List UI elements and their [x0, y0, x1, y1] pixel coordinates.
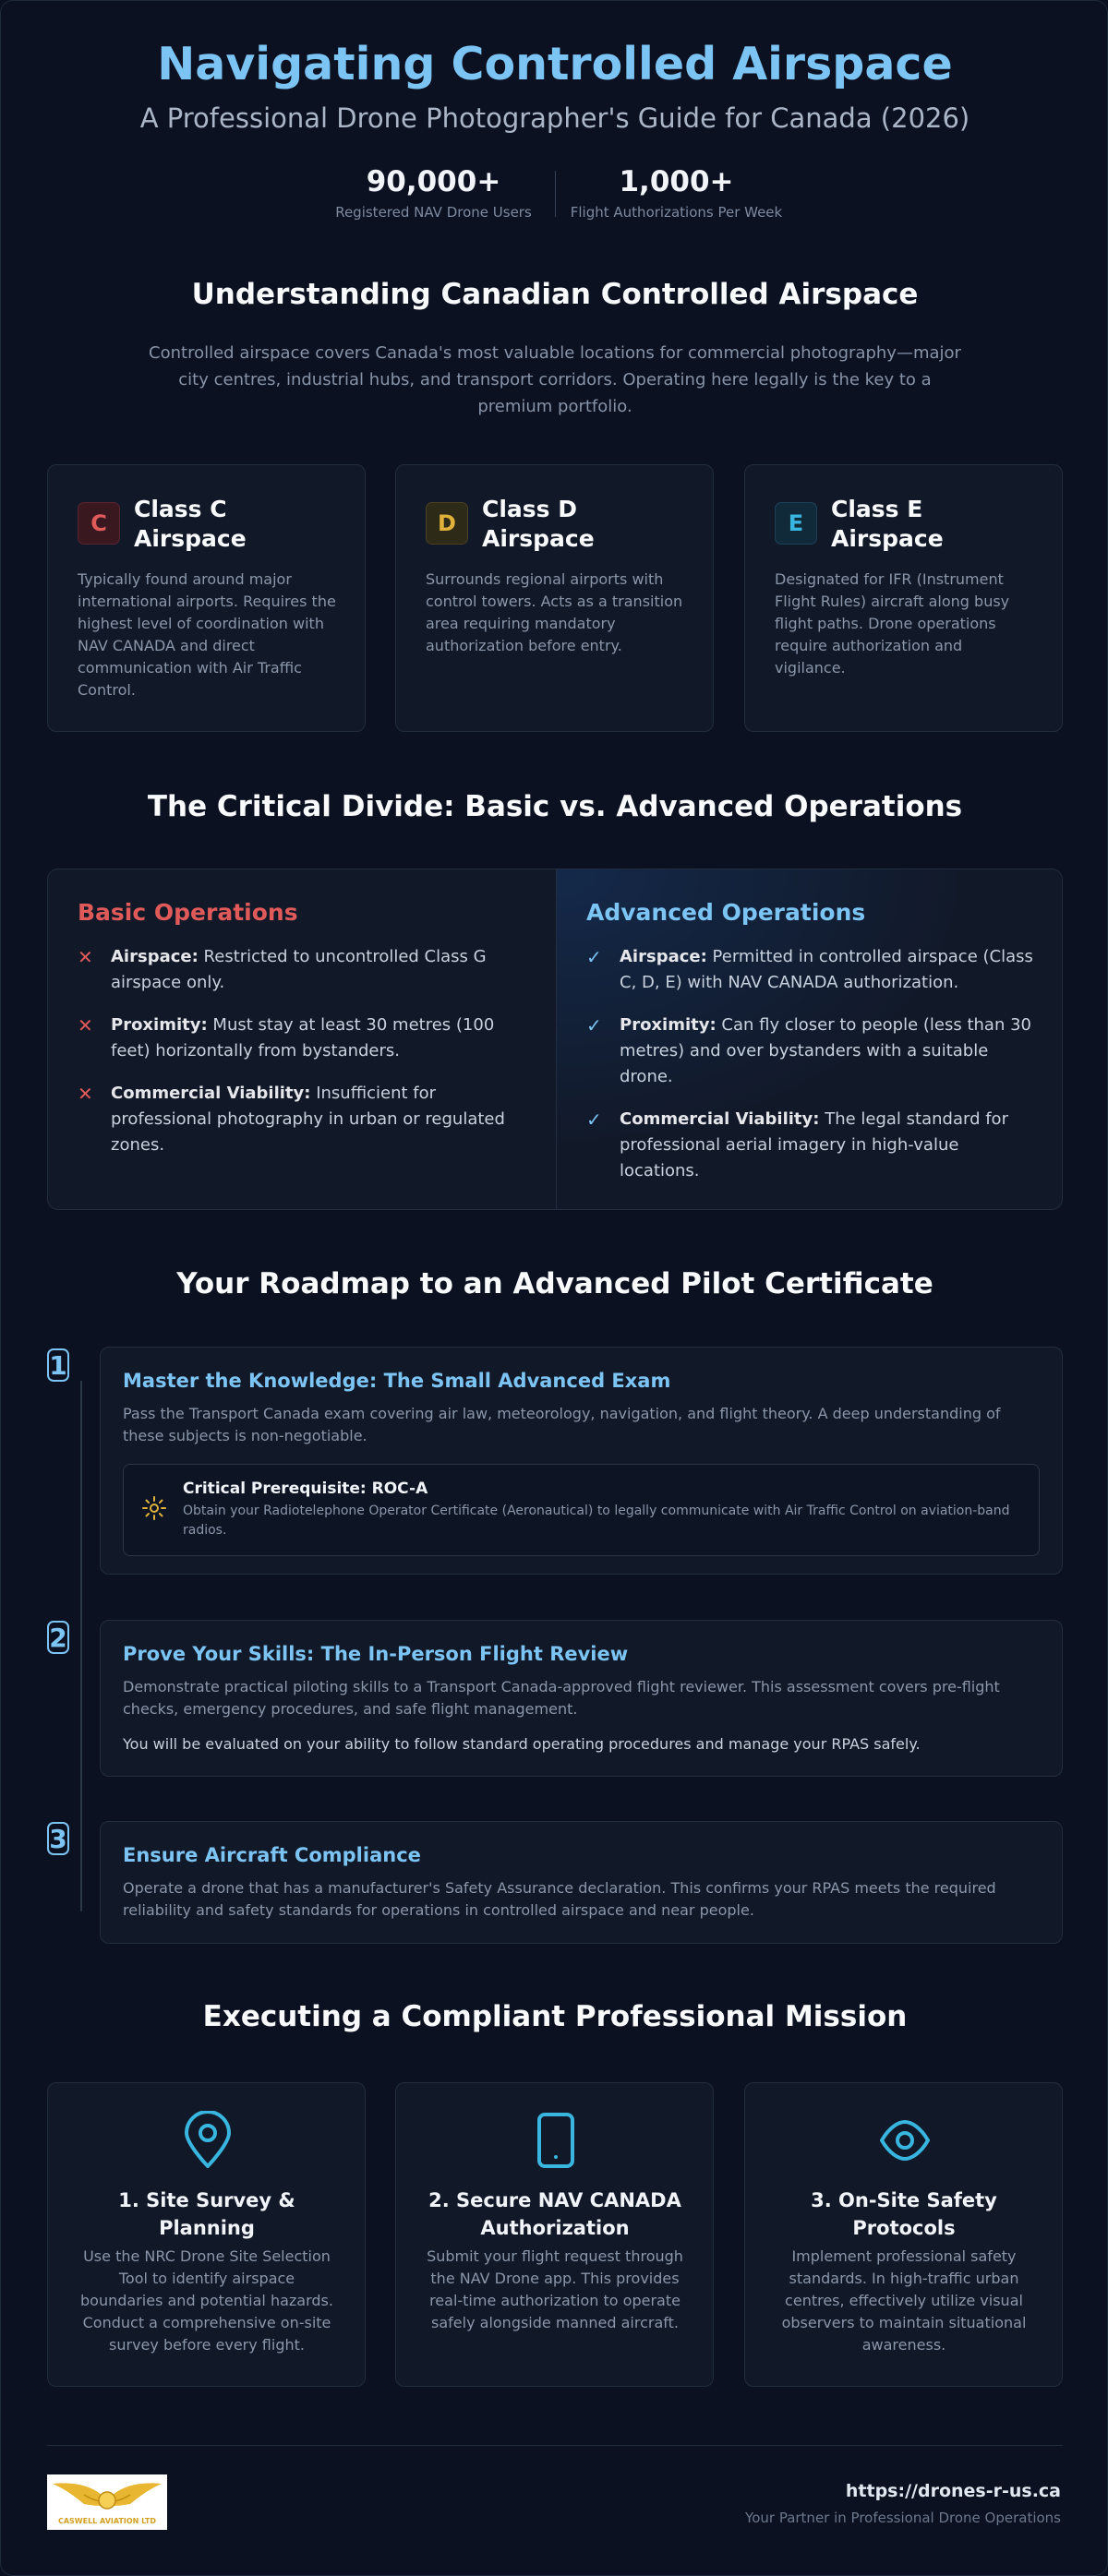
advanced-operations-title: Advanced Operations: [586, 899, 866, 926]
class-c-title: Class C Airspace: [134, 496, 247, 552]
cross-icon: ✕: [78, 1014, 93, 1036]
class-d-text: Surrounds regional airports with control towers. Acts as a transition area requiring mandatory authorization before entry.: [426, 570, 683, 654]
step-title: Ensure Aircraft Compliance: [123, 1844, 421, 1866]
step-card-flight-review: [100, 1620, 1063, 1777]
company-logo: [47, 2474, 167, 2530]
cross-icon: ✕: [78, 1083, 93, 1105]
mission-title: 3. On-Site Safety Protocols: [811, 2189, 997, 2239]
step-extra-text: You will be evaluated on your ability to follow standard operating procedures and manage your RPAS safely.: [123, 1735, 921, 1753]
class-d-badge: D: [426, 502, 468, 545]
advanced-item: [586, 944, 1034, 996]
step-number: 1: [47, 1348, 69, 1382]
mission-text: Submit your flight request through the NAV Drone app. This provides real-time authorization to operate safely alongside manned aircraft.: [427, 2247, 683, 2331]
check-icon: ✓: [586, 1014, 602, 1036]
basic-item-text: Must stay at least 30 metres (100 feet) horizontally from bystanders.: [111, 1015, 495, 1060]
mission-heading: Executing a Compliant Professional Mission: [202, 2000, 908, 2033]
step-title: Prove Your Skills: The In-Person Flight Review: [123, 1643, 629, 1665]
timeline-line: [80, 1381, 82, 1911]
prerequisite-box: [123, 1464, 1040, 1556]
class-e-text: Designated for IFR (Instrument Flight Rules) aircraft along busy flight paths. Drone operations require authorization and vigilance.: [775, 570, 1010, 677]
roadmap-heading: Your Roadmap to an Advanced Pilot Certificate: [176, 1267, 933, 1300]
basic-operations-title: Basic Operations: [78, 899, 298, 926]
class-c-card: [47, 464, 366, 732]
class-e-title: Class E Airspace: [831, 496, 944, 552]
mission-card-authorization: [395, 2082, 714, 2387]
eye-icon: [880, 2111, 930, 2170]
sun-icon: [140, 1494, 168, 1522]
basic-item-label: Proximity:: [111, 1015, 208, 1035]
step-text: Demonstrate practical piloting skills to a Transport Canada-approved flight reviewer. This assessment covers pre-flight checks, emergency procedures, and safe flight management.: [123, 1678, 1000, 1718]
advanced-item: [586, 1107, 1034, 1184]
basic-operations-panel: [48, 869, 556, 1210]
stat-value: 90,000+: [366, 165, 501, 198]
divide-heading: The Critical Divide: Basic vs. Advanced Operations: [147, 790, 963, 823]
mission-text: Use the NRC Drone Site Selection Tool to identify airspace boundaries and potential hazards. Conduct a comprehensive on-site survey before every flight.: [80, 2247, 333, 2354]
step-card-aircraft: [100, 1821, 1063, 1944]
prerequisite-title: Critical Prerequisite: ROC-A: [183, 1480, 428, 1498]
cross-icon: ✕: [78, 946, 93, 968]
advanced-item-label: Airspace:: [620, 947, 707, 966]
class-c-badge: C: [78, 502, 120, 545]
operations-comparison: [47, 869, 1063, 1210]
stat-label: Registered NAV Drone Users: [335, 204, 532, 221]
airspace-heading: Understanding Canadian Controlled Airspace: [191, 278, 919, 311]
stat-authorizations: [556, 165, 798, 221]
footer-url-link[interactable]: https://drones-r-us.ca: [845, 2481, 1061, 2501]
prerequisite-text: Obtain your Radiotelephone Operator Certificate (Aeronautical) to legally communicate with Air Traffic Control on aviation-band radios.: [183, 1504, 1010, 1538]
footer-tagline: Your Partner in Professional Drone Operations: [745, 2510, 1061, 2526]
wings-logo-icon: [47, 2474, 167, 2530]
advanced-item-label: Proximity:: [620, 1015, 717, 1035]
step-card-exam: [100, 1347, 1063, 1575]
step-text: Pass the Transport Canada exam covering air law, meteorology, navigation, and flight theory. A deep understanding of these subjects is non-negotiable.: [123, 1405, 1001, 1444]
advanced-operations-panel: [556, 869, 1063, 1210]
airspace-intro: Controlled airspace covers Canada's most valuable locations for commercial photography—major city centres, industrial hubs, and transport corridors. Operating here legally is the key to a premium portfolio.: [149, 343, 961, 416]
basic-item-text: Restricted to uncontrolled Class G airspace only.: [111, 947, 487, 992]
mission-title: 2. Secure NAV CANADA Authorization: [428, 2189, 681, 2239]
mission-card-safety: [744, 2082, 1063, 2387]
mission-title: 1. Site Survey & Planning: [118, 2189, 295, 2239]
basic-item: [78, 1012, 526, 1064]
step-number: 3: [47, 1822, 69, 1855]
mission-text: Implement professional safety standards. In high-traffic urban centres, effectively utilize visual observers to maintain situational awareness.: [781, 2247, 1027, 2354]
page-subtitle: A Professional Drone Photographer's Guide for Canada (2026): [139, 102, 970, 134]
advanced-item-text: Can fly closer to people (less than 30 metres) and over bystanders with a suitable drone.: [620, 1015, 1031, 1086]
stat-users: [313, 165, 555, 221]
advanced-item-label: Commercial Viability:: [620, 1109, 820, 1129]
basic-item-label: Airspace:: [111, 947, 199, 966]
stat-label: Flight Authorizations Per Week: [570, 204, 783, 221]
check-icon: ✓: [586, 1108, 602, 1131]
advanced-item: [586, 1012, 1034, 1090]
basic-item-text: Insufficient for professional photography in urban or regulated zones.: [111, 1084, 505, 1155]
stat-value: 1,000+: [619, 165, 734, 198]
step-text: Operate a drone that has a manufacturer's Safety Assurance declaration. This confirms your RPAS meets the required reliability and safety standards for operations in controlled airspace and near people.: [123, 1879, 996, 1919]
basic-item-label: Commercial Viability:: [111, 1084, 311, 1103]
advanced-item-text: Permitted in controlled airspace (Class C, D, E) with NAV CANADA authorization.: [620, 947, 1033, 992]
class-e-badge: E: [775, 502, 817, 545]
mission-card-survey: [47, 2082, 366, 2387]
step-number: 2: [47, 1621, 69, 1654]
page-title: Navigating Controlled Airspace: [157, 38, 953, 90]
advanced-item-text: The legal standard for professional aerial imagery in high-value locations.: [620, 1109, 1008, 1180]
smartphone-icon: [531, 2111, 581, 2170]
basic-item: [78, 1081, 526, 1158]
class-d-card: [395, 464, 714, 732]
class-e-card: [744, 464, 1063, 732]
class-c-text: Typically found around major international airports. Requires the highest level of coordination with NAV CANADA and direct communication with Air Traffic Control.: [78, 570, 336, 699]
check-icon: ✓: [586, 946, 602, 968]
step-title: Master the Knowledge: The Small Advanced Exam: [123, 1370, 671, 1392]
stats-row: [1, 165, 1108, 221]
logo-text: CASWELL AVIATION LTD: [57, 2517, 157, 2525]
footer-divider: [47, 2445, 1063, 2446]
map-pin-icon: [183, 2111, 233, 2170]
class-d-title: Class D Airspace: [482, 496, 595, 552]
basic-item: [78, 944, 526, 996]
